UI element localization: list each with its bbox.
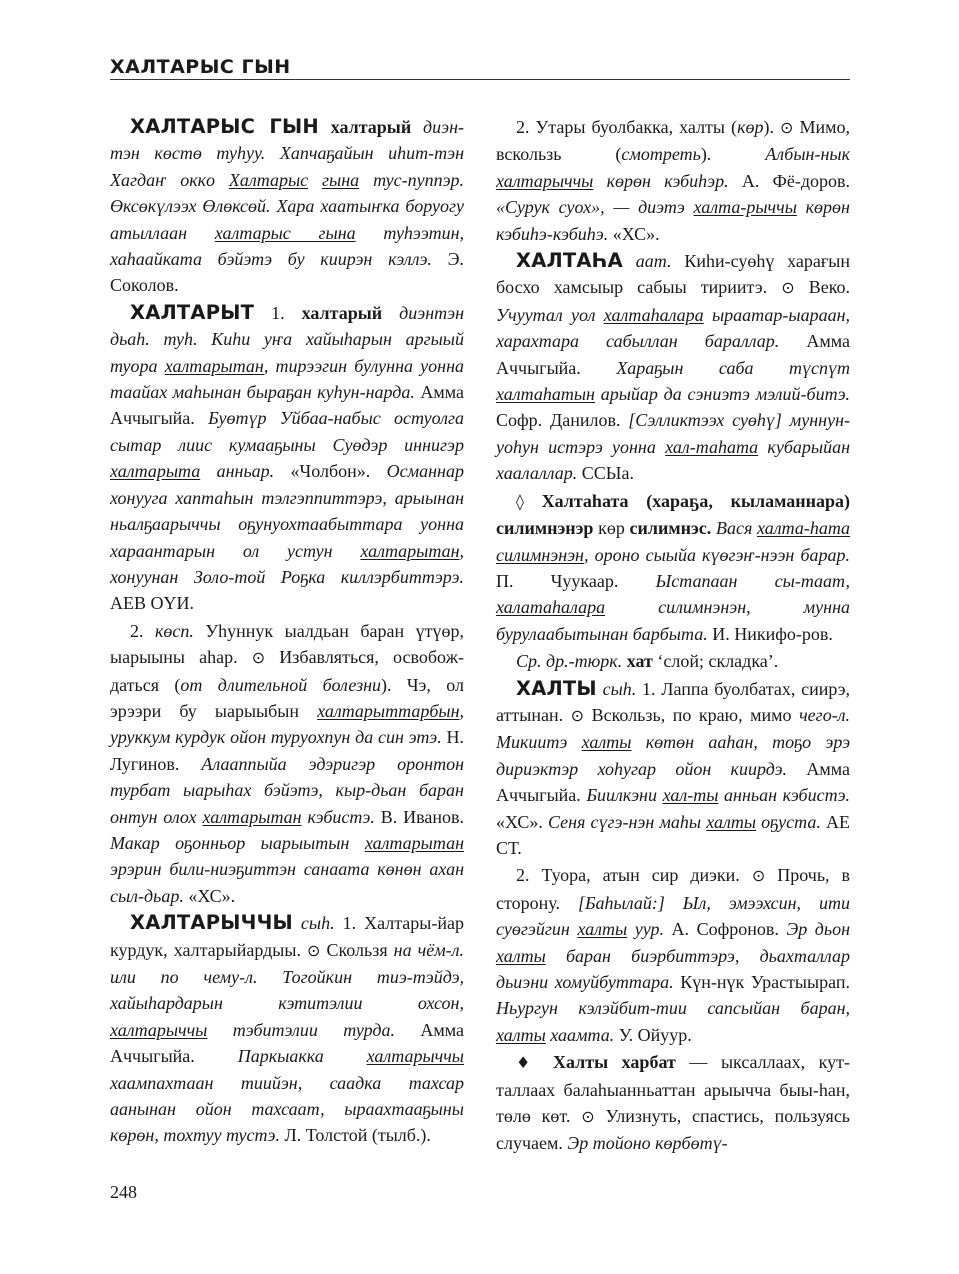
entry-khaltaha: ХАЛТАҺА аат. Киһи-суөһү харағын босхо хамсыыр сабыы тириитэ. ⊙ Веко. Учуутал уол халтаһалара ыраатар-ыараан, харахтара сабыллан бараллар. Амма Аччыгыйа. Хараҕын саба түспүт халтаһатын арыйар да сэниэтэ мэлий-битэ. Софр. Данилов. [Сэлликтээх суөһү] муннун-уоһун истэрэ уонна хал-таһата кубарыйан хаалаллар. ССЫа. — [496, 249, 851, 484]
right-column — [496, 114, 850, 1158]
headword: ХАЛТАҺА — [516, 249, 623, 273]
circled-dot-icon: ⊙ — [581, 1107, 595, 1127]
headword: ХАЛТАРЫС ГЫН — [130, 115, 319, 138]
header-rule — [110, 79, 850, 80]
entry-khalty: ХАЛТЫ сыһ. 1. Лаппа буолбатах, сиирэ, аттынан. ⊙ Вскользь, по краю, мимо чего-л. Микиитэ халты көтөн ааһан, тоҕо эрэ дириэктэр хоһугар ойон киирдэ. Амма Аччыгыйа. Биилкэни хал-ты анньан кэбистэ. «ХС». Сеня сүгэ-нэн маһы халты оҕуста. АЕ СТ. — [496, 676, 851, 858]
circled-dot-icon: ⊙ — [307, 940, 321, 960]
entry-khalty-sense-2: 2. Туора, атын сир диэки. ⊙ Прочь, в сторону. [Баһылай:] Ыл, эмээхсин, ити суөгэйгин халты уур. А. Софронов. Эр дьон халты баран биэрбиттэрэ, дьахталлар дьиэни хомуйбуттара. Күн-нүк Урастыырап. Ньургун кэлэйбит-тии сапсыйан баран, халты хаамта. У. Ойуур. — [496, 865, 851, 1045]
left-column — [110, 114, 464, 1150]
entry-khaltaryt: ХАЛТАРЫТ 1. халтарый диэнтэн дьаһ. туһ. Киһи уҥа хайыһарын аргыый туора халтарытан, тирээгин булунна уонна таайах маһынан быраҕан куһун-нарда. Амма Аччыгыйа. Буөтүр Уйбаа-набыс остуолга сытар лиис кумааҕыны Суөдэр иннигэр халтарыта анньар. «Чолбон». Османнар хонууга хаптаһын тэлгэппиттэрэ, арыынан ньалҕаарыччы оҕунуохтаабыттара уонна хараантарын ол устун халтарытан, хонуунан Золо-той Роҕка киллэрбиттэрэ. АЕВ ОҮИ. — [110, 300, 465, 614]
circled-dot-icon: ⊙ — [570, 705, 585, 725]
headword: ХАЛТАРЫТ — [130, 300, 255, 324]
etymology-note: Ср. др.-тюрк. хат ‘слой; складка’. — [516, 651, 779, 672]
idiom-khalty-kharbat: ♦ Халты харбат — ыксаллаах, кут-таллаах балаһыанньаттан арыычча быы-һан, төлө көт. ⊙ Улизнуть, спастись, пользуясь случаем. Эр тойоно көрбөтү- — [496, 1052, 851, 1154]
circled-dot-icon: ⊙ — [780, 118, 794, 137]
circled-dot-icon: ⊙ — [751, 866, 766, 886]
circled-dot-icon: ⊙ — [251, 648, 266, 668]
idiom-khaltahata-silimnener: ◊ Халтаһата (хараҕа, кыламаннара) силимнэнэр көр силимнэс. Вася халта-һата силимнэнэн, ороно сыыйа күөгэҥ-нээн барар. П. Чуукаар. Ыстапаан сы-таат, халатаһалара силимнэнэн, мунна бурулаабытынан барбыта. И. Никифо-ров. — [496, 490, 851, 644]
circled-dot-icon: ⊙ — [781, 278, 795, 298]
running-header: ХАЛТАРЫС ГЫН — [110, 56, 291, 78]
diamond-filled-icon: ♦ — [516, 1053, 540, 1073]
entry-khaltaryt-sense-2: 2. көсп. Уһуннук ыалдьан баран үтүөр, ыарыыны аһар. ⊙ Избавляться, освобож-даться (от длительной болезни). Чэ, ол эрээри бу ыарыыбын халтарыттарбын, уруккум курдук ойон туруохпун да син этэ. Н. Лугинов. Алааппыйа эдэригэр оронтон турбат ыарыһах бэйэтэ, кыр-дьан баран онтун олох халтарытан кэбистэ. В. Иванов. Макар оҕонньор ыарыытын халтарытан эрэрин били-ниэҕиттэн санаата көнөн ахан сыл-дьар. «ХС». — [110, 620, 465, 906]
page-number: 248 — [110, 1182, 137, 1202]
diamond-outline-icon: ◊ — [516, 491, 524, 511]
entry-khaltarys-gyn: ХАЛТАРЫС ГЫН халтарый диэн-тэн көстө туһуу. Хапчаҕайын иһит-тэн Хагдаҥ оккo Халтарыс гына тус-пуппэр. Өксөкүлээх Өлөксөй. Хара хаатыҥка боруогу атыллаан халтарыс гына туһээтин, хаһаайката бэйэтэ бу киирэн кэллэ. Э. Соколов. — [110, 115, 465, 296]
entry-khaltarychchy: ХАЛТАРЫЧЧЫ сыһ. 1. Халтары-йар курдук, халтарыйардыы. ⊙ Скользя на чём-л. или по чему-л. Тогойкин тиэ-тэйдэ, хайыһардарын кэтитэлии охсон, халтарыччы тэбитэлии турда. Амма Аччыгыйа. Паркыакка халтарыччы хаампахтаан тиийэн, саадка тахсар аанынан ойон тахсаат, ыраахтааҕыны көрөн, тохтуу тустэ. Л. Толстой (тылб.). — [110, 911, 465, 1146]
entry-khaltarychchy-sense-2: 2. Утары буолбакка, халты (көр). ⊙ Мимо, вскользь (смотреть). Албын-нык халтарыччы көрөн кэбиһэр. А. Фё-доров. «Сурук суох», — диэтэ халта-рыччы көрөн кэбиһэ-кэбиһэ. «ХС». — [496, 117, 851, 244]
headword: ХАЛТЫ — [516, 676, 597, 700]
headword: ХАЛТАРЫЧЧЫ — [130, 911, 293, 935]
